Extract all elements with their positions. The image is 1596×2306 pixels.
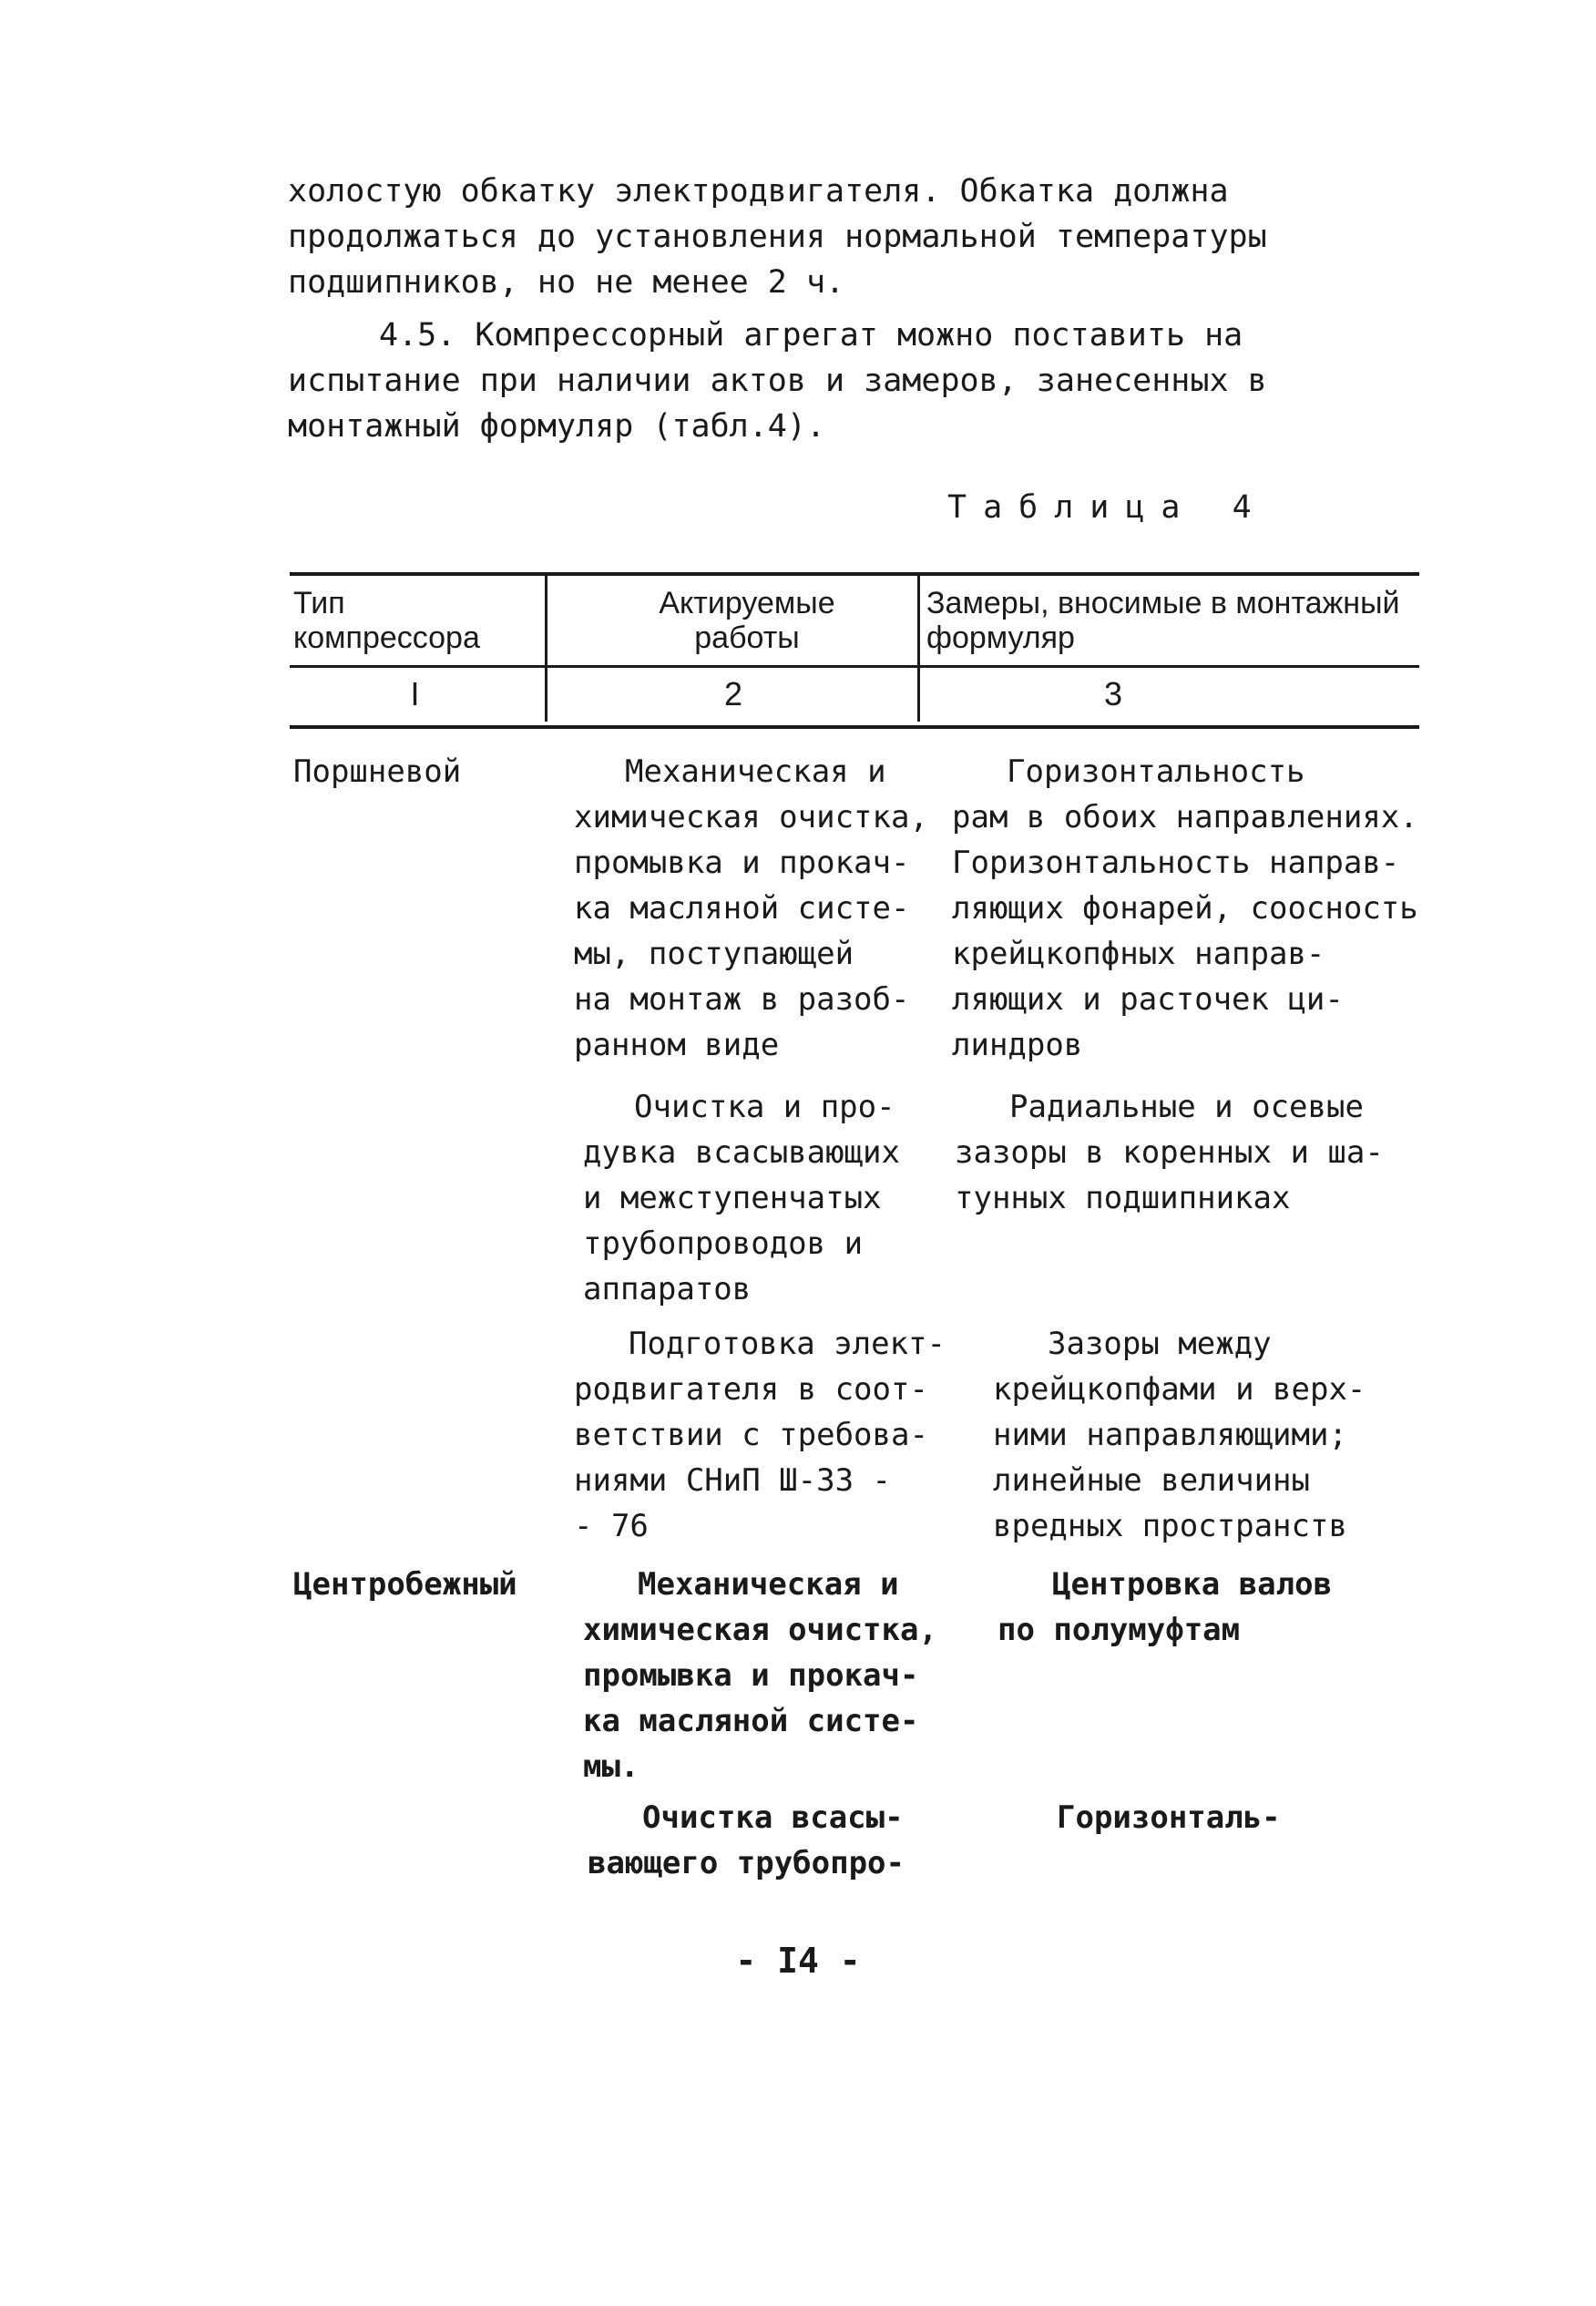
row-2-works-line-3: и межступенчатых [583,1180,882,1216]
row-3-works-line-2: родвигателя в соот- [574,1371,928,1408]
row-2-works-line-2: дувка всасывающих [583,1134,900,1171]
row-2-works-line-4: трубопроводов и [583,1225,864,1262]
row-1-works [574,749,928,1068]
row-1-works-line-5: мы, поступающей [574,936,854,972]
intro-paragraph-1: холостую обкатку электродвигателя. Обкатка должна продолжаться до установления нормальной температуры подшипников, но не менее 2 ч. [288,173,1267,301]
intro-text [288,169,1408,449]
row-4-meas-line-1: Центровка валов [1052,1566,1333,1603]
row-3-meas-line-1: Зазоры между [1048,1326,1272,1362]
table-top-rule [290,572,1419,576]
row-5-works [588,1795,905,1886]
row-3-meas-line-3: ними направляющими; [993,1417,1347,1453]
row-4-works-line-2: химическая очистка, [583,1612,937,1648]
row-2-measurements [955,1084,1384,1221]
row-1-measurements [952,749,1418,1068]
row-3-meas-line-4: линейные величины [993,1462,1310,1499]
row-1-meas-line-5: крейцкопфных направ- [952,936,1325,972]
intro-paragraph-2: 4.5. Компрессорный агрегат можно поставить на испытание при наличии актов и замеров, занесенных в монтажный формуляр (табл.4). [288,317,1267,445]
row-2-works-line-5: аппаратов [583,1271,752,1307]
row-1-works-line-3: промывка и прокач- [574,845,910,881]
row-4-works [583,1562,937,1789]
row-1-meas-line-4: ляющих фонарей, соосность [952,890,1418,927]
row-1-works-line-7: ранном виде [574,1027,780,1063]
row-2-works [583,1084,900,1312]
table-number-rule [290,725,1419,729]
row-1-meas-line-3: Горизонтальность направ- [952,845,1400,881]
row-1-type: Поршневой [293,753,462,790]
table-header-rule [290,665,1419,668]
row-1-meas-line-7: линдров [952,1027,1083,1063]
row-2-meas-line-2: зазоры в коренных и ша- [955,1134,1384,1171]
row-3-works-line-3: ветствии с требова- [574,1417,928,1453]
row-5-meas-line-1: Горизонталь- [1057,1799,1281,1836]
column-separator-2 [917,576,920,722]
row-1-meas-line-2: рам в обоих направлениях. [952,799,1418,835]
row-3-works-line-1: Подготовка элект- [629,1326,946,1362]
column-separator-1 [545,576,547,722]
table-caption: Таблица 4 [947,489,1268,526]
row-1-works-line-4: ка масляной систе- [574,890,910,927]
column-number-1: I [410,675,420,712]
row-3-meas-line-2: крейцкопфами и верх- [993,1371,1366,1408]
row-4-works-line-3: промывка и прокач- [583,1657,919,1694]
row-2-works-line-1: Очистка и про- [634,1089,895,1125]
header-compressor-type: Тип компрессора [293,586,480,655]
header-works: Актируемые работы [659,586,835,655]
row-4-works-line-1: Механическая и [638,1566,899,1603]
row-5-works-line-1: Очистка всасы- [642,1799,904,1836]
row-4-works-line-5: мы. [583,1748,639,1785]
row-3-measurements [993,1321,1366,1549]
header-measurements: Замеры, вносимые в монтажный формуляр [926,586,1400,655]
row-4-type: Центробежный [293,1566,517,1603]
row-1-meas-line-1: Горизонтальность [1007,753,1305,790]
row-2-meas-line-1: Радиальные и осевые [1009,1089,1364,1125]
row-1-works-line-2: химическая очистка, [574,799,928,835]
row-3-works-line-5: - 76 [574,1508,649,1544]
row-4-works-line-4: ка масляной систе- [583,1703,919,1739]
row-4-meas-line-2: по полумуфтам [998,1612,1241,1648]
page-number: - I4 - [735,1941,861,1981]
row-1-works-line-1: Механическая и [625,753,886,790]
column-number-3: 3 [1103,675,1123,712]
row-3-works-line-4: ниями СНиП Ш-33 - [574,1462,891,1499]
row-3-works [574,1321,946,1549]
row-4-measurements [998,1562,1332,1653]
row-1-meas-line-6: ляющих и расточек ци- [952,981,1344,1018]
row-3-meas-line-5: вредных пространств [993,1508,1347,1544]
column-number-2: 2 [723,675,743,712]
row-5-works-line-2: вающего трубопро- [588,1845,905,1881]
row-2-meas-line-3: тунных подшипниках [955,1180,1291,1216]
row-1-works-line-6: на монтаж в разоб- [574,981,910,1018]
row-5-measurements [1057,1795,1281,1840]
